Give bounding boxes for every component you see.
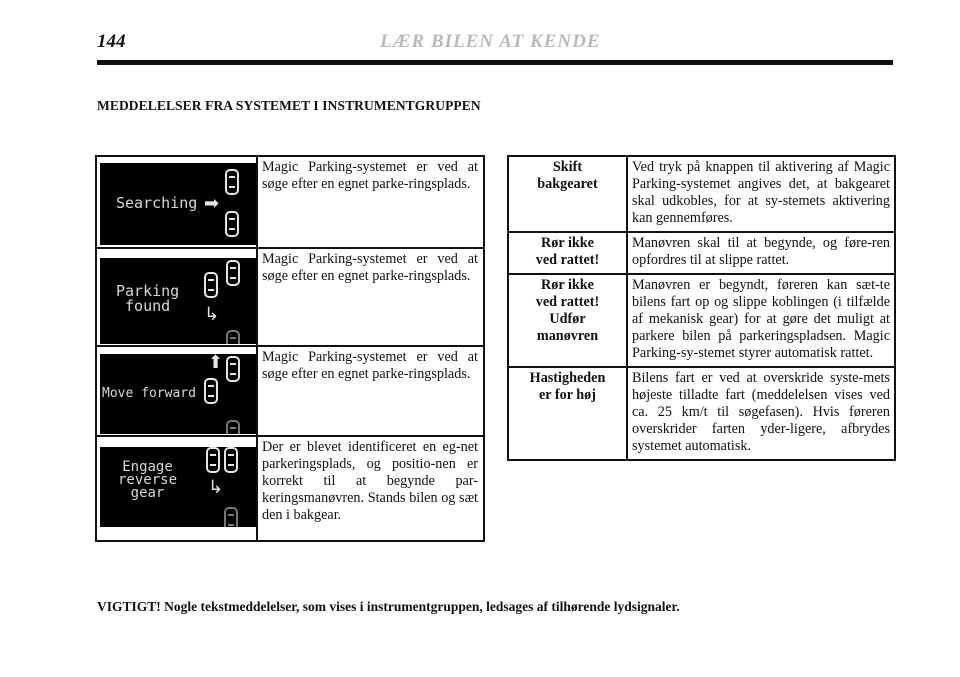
parked-car-icon bbox=[225, 211, 239, 237]
page-number: 144 bbox=[97, 31, 126, 52]
header-rule bbox=[97, 60, 893, 65]
display-text: Move forward bbox=[102, 386, 196, 401]
car-icon bbox=[204, 272, 218, 298]
parked-car-icon bbox=[206, 447, 220, 473]
parked-car-icon bbox=[226, 260, 240, 286]
message-label: Skift bakgearet bbox=[508, 156, 627, 232]
display-text: Parking found bbox=[116, 282, 180, 315]
message-label: Hastigheden er for høj bbox=[508, 367, 627, 460]
arrow-up-icon: ⬆ bbox=[208, 354, 224, 373]
display-description: Magic Parking-systemet er ved at søge efter en egnet parke-ringsplads. bbox=[257, 346, 484, 436]
text-messages-table bbox=[507, 155, 896, 461]
parked-car-icon bbox=[226, 420, 240, 434]
display-text: Engage reverse gear bbox=[118, 459, 178, 501]
display-row-engage-reverse bbox=[96, 436, 484, 541]
message-row bbox=[508, 232, 895, 274]
parked-car-icon bbox=[226, 330, 240, 344]
display-row-parking-found bbox=[96, 248, 484, 346]
display-messages-table bbox=[95, 155, 485, 542]
reverse-arrow-icon: ↳ bbox=[204, 304, 220, 325]
display-description: Der er blevet identificeret en eg-net parkeringsplads, og positio-nen er korrekt til at begynde par-keringsmanøvren. Stands bilen og sæt den i bakgear. bbox=[257, 436, 484, 541]
display-screen-parking-found bbox=[100, 258, 256, 344]
display-description: Magic Parking-systemet er ved at søge efter en egnet parke-ringsplads. bbox=[257, 156, 484, 248]
car-icon bbox=[204, 378, 218, 404]
parked-car-icon bbox=[224, 447, 238, 473]
display-screen-searching bbox=[100, 163, 256, 245]
message-label: Rør ikke ved rattet! Udfør manøvren bbox=[508, 274, 627, 367]
display-screen-engage-reverse bbox=[100, 447, 256, 527]
running-title: LÆR BILEN AT KENDE bbox=[380, 31, 601, 52]
message-row bbox=[508, 274, 895, 367]
message-description: Manøvren er begyndt, føreren kan sæt-te bilens fart op og slippe koblingen (i tilfælde af mekanisk gear) for at gøre det muligt at parkere bilen på parkeringspladsen. Magic Parking-sy-stemet styrer automatisk rattet. bbox=[627, 274, 895, 367]
message-label: Rør ikke ved rattet! bbox=[508, 232, 627, 274]
display-text: Searching bbox=[116, 194, 198, 212]
footer-note: VIGTIGT! Nogle tekstmeddelelser, som vises i instrumentgruppen, ledsages af tilhørende lydsignaler. bbox=[97, 599, 680, 614]
message-row bbox=[508, 156, 895, 232]
car-icon bbox=[224, 507, 238, 527]
message-row bbox=[508, 367, 895, 460]
parked-car-icon bbox=[225, 169, 239, 195]
display-row-move-forward bbox=[96, 346, 484, 436]
reverse-arrow-icon: ↳ bbox=[208, 477, 224, 498]
display-row-searching bbox=[96, 156, 484, 248]
message-description: Ved tryk på knappen til aktivering af Magic Parking-systemet angives det, at bakgearet skal udkobles, for at sy-stemets aktivering kan gennemføres. bbox=[627, 156, 895, 232]
display-screen-move-forward bbox=[100, 354, 256, 434]
message-description: Manøvren skal til at begynde, og føre-ren opfordres til at slippe rattet. bbox=[627, 232, 895, 274]
message-description: Bilens fart er ved at overskride syste-mets højeste tilladte fart (meddelelsen vises ved ca. 25 km/t til søgefasen). Hvis føreren overskrider farten yder-ligere, afbrydes systemet automatisk. bbox=[627, 367, 895, 460]
section-heading: MEDDELELSER FRA SYSTEMET I INSTRUMENTGRUPPEN bbox=[97, 98, 481, 113]
display-description: Magic Parking-systemet er ved at søge efter en egnet parke-ringsplads. bbox=[257, 248, 484, 346]
arrow-right-icon: ➡ bbox=[204, 193, 220, 214]
parked-car-icon bbox=[226, 356, 240, 382]
